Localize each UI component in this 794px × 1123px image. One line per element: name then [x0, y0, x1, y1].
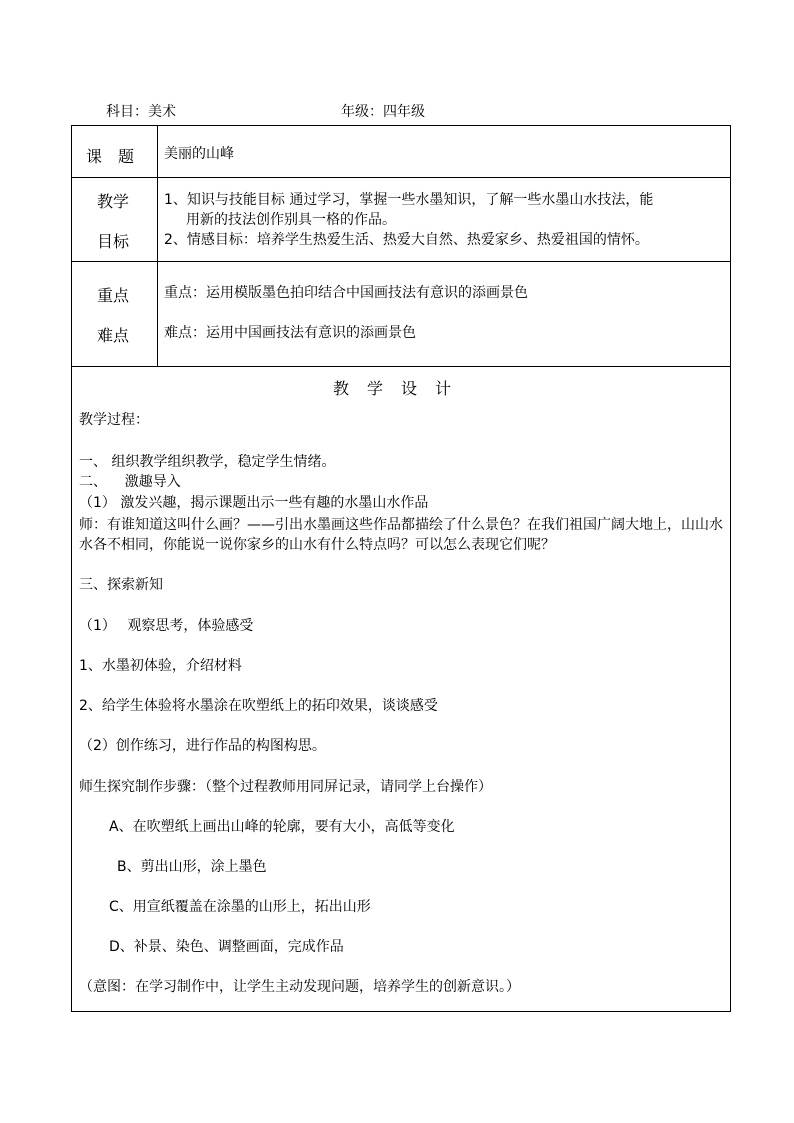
design-title: 教学设计: [332, 379, 469, 398]
key-point-value: 重点：运用模版墨色拍印结合中国画技法有意识的添画景色: [164, 285, 528, 301]
step-2: 二、 激趣导入: [79, 474, 181, 490]
row-divider: [72, 261, 730, 262]
goals-label-top: 教学: [97, 192, 130, 211]
lesson-plan-table: [71, 125, 731, 1012]
step-3: 三、探索新知: [79, 577, 163, 593]
difficulty-value: 难点：运用中国画技法有意识的添画景色: [164, 325, 416, 341]
topic-value: 美丽的山峰: [164, 146, 234, 162]
procedure-heading: 师生探究制作步骤：（整个过程教师用同屏记录，请同学上台操作）: [79, 779, 492, 795]
step-3-sub-1: （1） 观察思考，体验感受: [79, 618, 254, 634]
activity-1: 1、水墨初体验，介绍材料: [79, 658, 242, 674]
row-divider: [72, 177, 730, 178]
key-point-label: 重点: [97, 286, 130, 305]
subject-label: 科目：美术: [106, 104, 176, 120]
step-2-sub-1: （1） 激发兴趣，揭示课题出示一些有趣的水墨山水作品: [79, 495, 429, 511]
column-divider: [157, 126, 158, 366]
goal-1-line-2: 用新的技法创作别具一格的作品。: [186, 212, 396, 228]
teacher-question-line-1: 师：有谁知道这叫什么画？——引出水墨画这些作品都描绘了什么景色？在我们祖国广阔大地上，山山水: [79, 517, 723, 533]
goal-2: 2、情感目标：培养学生热爱生活、热爱大自然、热爱家乡、热爱祖国的情怀。: [164, 232, 649, 248]
row-divider: [72, 366, 730, 367]
step-1: 一、 组织教学组织教学，稳定学生情绪。: [79, 454, 336, 470]
process-heading: 教学过程：: [79, 412, 149, 428]
procedure-a: A、在吹塑纸上画出山峰的轮廓，要有大小，高低等变化: [109, 819, 455, 835]
step-3-sub-2: （2）创作练习，进行作品的构图构思。: [79, 738, 326, 754]
procedure-d: D、补景、染色、调整画面，完成作品: [109, 939, 344, 955]
grade-label: 年级：四年级: [341, 104, 425, 120]
difficulty-label: 难点: [97, 326, 130, 345]
goal-1-line-1: 1、知识与技能目标 通过学习，掌握一些水墨知识，了解一些水墨山水技法，能: [164, 192, 654, 208]
intent-note: （意图：在学习制作中，让学生主动发现问题，培养学生的创新意识。）: [79, 979, 520, 995]
procedure-b: B、剪出山形，涂上墨色: [117, 859, 267, 875]
procedure-c: C、用宣纸覆盖在涂墨的山形上，拓出山形: [109, 899, 371, 915]
activity-2: 2、给学生体验将水墨涂在吹塑纸上的拓印效果，谈谈感受: [79, 698, 438, 714]
teacher-question-line-2: 水各不相同，你能说一说你家乡的山水有什么特点吗？可以怎么表现它们呢？: [79, 537, 555, 553]
topic-label: 课 题: [86, 147, 135, 166]
goals-label-bottom: 目标: [97, 232, 130, 251]
